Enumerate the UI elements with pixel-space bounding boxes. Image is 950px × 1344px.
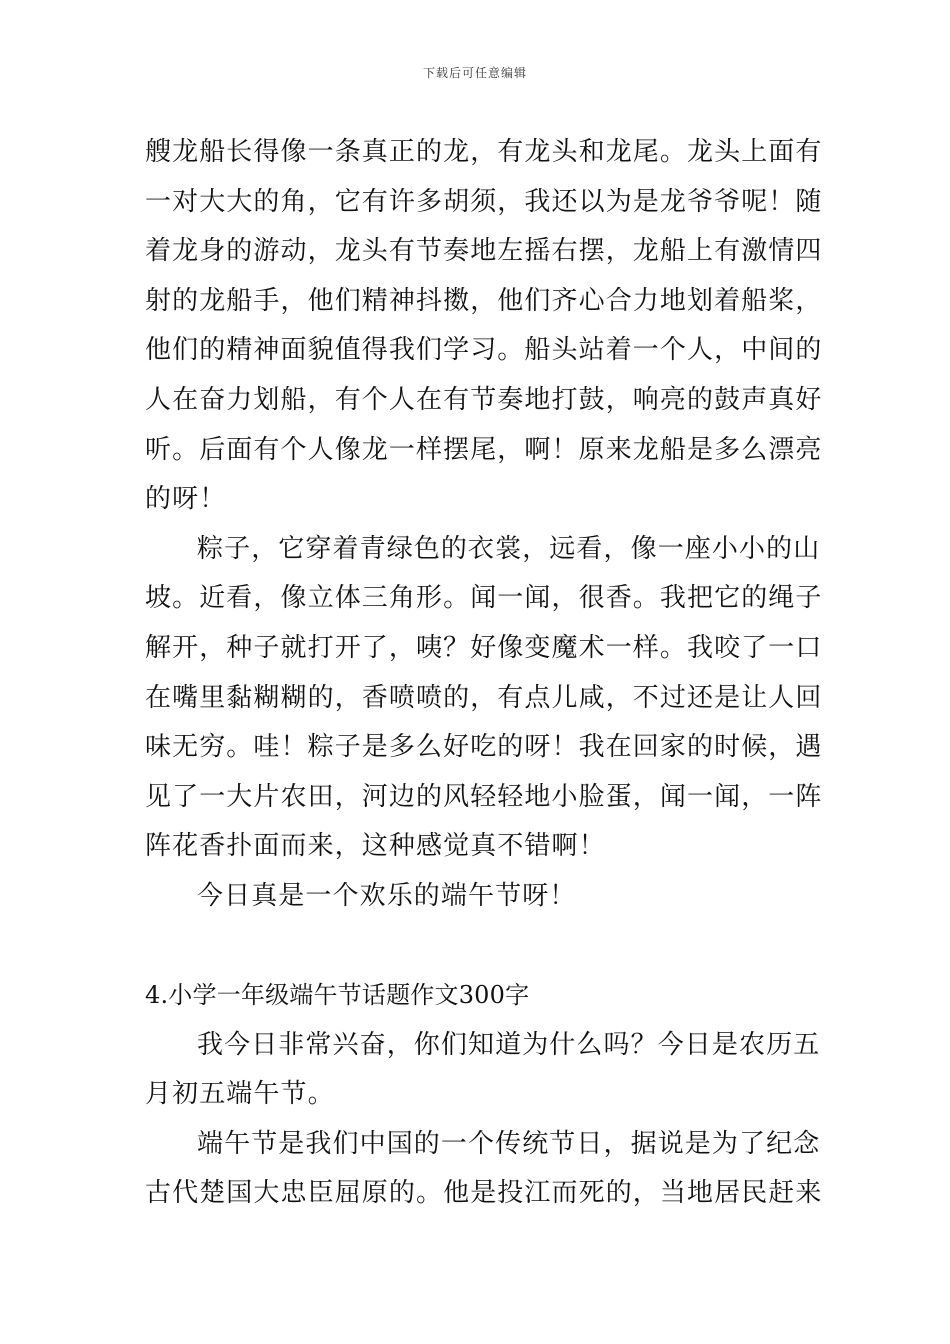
paragraph-dragon-boat (145, 128, 823, 525)
text-line: 阵花香扑面而来，这种感觉真不错啊！ (145, 831, 606, 862)
blank-line (145, 922, 807, 972)
text-line: 我今日非常兴奋，你们知道为什么吗？今日是农历五 (197, 1029, 821, 1060)
paragraph-intro (145, 1021, 821, 1120)
document-body (145, 128, 823, 1219)
text-line: 解开，种子就打开了，咦？好像变魔术一样。我咬了一口 (145, 632, 823, 663)
text-line: 月初五端午节。 (145, 1079, 335, 1110)
text-line: 今日真是一个欢乐的端午节呀！ (197, 880, 577, 911)
text-line: 在嘴里黏糊糊的，香喷喷的，有点儿咸，不过还是让人回 (145, 682, 823, 713)
text-line: 古代楚国大忠臣屈原的。他是投江而死的，当地居民赶来 (145, 1178, 823, 1209)
text-line: 见了一大片农田，河边的风轻轻地小脸蛋，闻一闻，一阵 (145, 781, 823, 812)
text-line: 的呀！ (145, 484, 227, 515)
section-heading: 4.小学一年级端午节话题作文300字 (145, 981, 530, 1010)
paragraph-conclusion (145, 872, 807, 922)
paragraph-zongzi (145, 525, 823, 872)
text-line: 粽子，它穿着青绿色的衣裳，远看，像一座小小的山 (197, 533, 821, 564)
text-line: 一对大大的角，它有许多胡须，我还以为是龙爷爷呢！随 (145, 186, 823, 217)
text-line: 射的龙船手，他们精神抖擞，他们齐心合力地划着船桨， (145, 285, 823, 316)
page-header-note: 下载后可任意编辑 (422, 66, 527, 80)
text-line: 端午节是我们中国的一个传统节日，据说是为了纪念 (197, 1128, 821, 1159)
text-line: 着龙身的游动，龙头有节奏地左摇右摆，龙船上有激情四 (145, 236, 823, 267)
text-line: 听。后面有个人像龙一样摆尾，啊！原来龙船是多么漂亮 (145, 434, 823, 465)
text-line: 味无穷。哇！粽子是多么好吃的呀！我在回家的时候，遇 (145, 732, 823, 763)
text-line: 艘龙船长得像一条真正的龙，有龙头和龙尾。龙头上面有 (145, 137, 823, 167)
text-line: 坡。近看，像立体三角形。闻一闻，很香。我把它的绳子 (145, 583, 823, 614)
text-line: 人在奋力划船，有个人在有节奏地打鼓，响亮的鼓声真好 (145, 384, 823, 415)
paragraph-festival-origin (145, 1120, 823, 1219)
text-line: 他们的精神面貌值得我们学习。船头站着一个人，中间的 (145, 335, 823, 366)
